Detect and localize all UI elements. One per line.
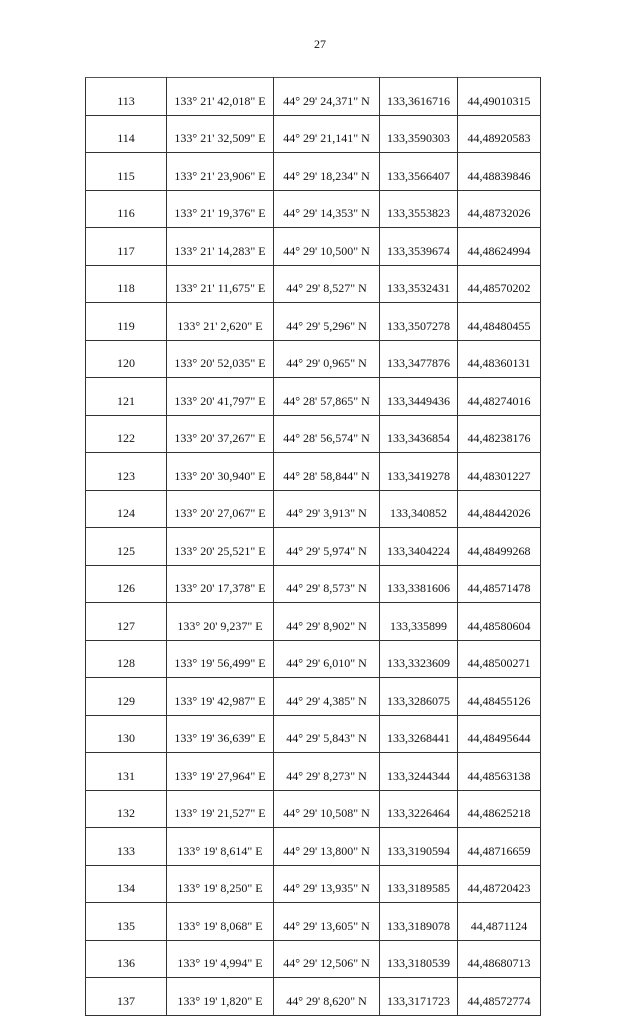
latitude-decimal-cell: 44,48563138	[458, 753, 541, 791]
longitude-decimal-cell: 133,3590303	[380, 115, 458, 153]
point-number-cell: 128	[86, 640, 167, 678]
latitude-dms-cell: 44° 29' 13,935" N	[274, 865, 380, 903]
latitude-decimal-cell: 44,48625218	[458, 790, 541, 828]
table-row	[86, 190, 541, 228]
latitude-dms-cell: 44° 28' 58,844" N	[274, 453, 380, 491]
latitude-dms-cell: 44° 29' 8,573" N	[274, 565, 380, 603]
table-row	[86, 415, 541, 453]
latitude-decimal-cell: 44,48732026	[458, 190, 541, 228]
latitude-decimal-cell: 44,48680713	[458, 940, 541, 978]
longitude-decimal-cell: 133,3507278	[380, 303, 458, 341]
point-number-cell: 113	[86, 78, 167, 116]
longitude-dms-cell: 133° 20' 25,521" E	[167, 528, 274, 566]
longitude-decimal-cell: 133,3566407	[380, 153, 458, 191]
longitude-decimal-cell: 133,3244344	[380, 753, 458, 791]
longitude-dms-cell: 133° 21' 42,018" E	[167, 78, 274, 116]
table-row	[86, 715, 541, 753]
point-number-cell: 114	[86, 115, 167, 153]
latitude-decimal-cell: 44,48480455	[458, 303, 541, 341]
longitude-dms-cell: 133° 21' 11,675" E	[167, 265, 274, 303]
longitude-dms-cell: 133° 19' 27,964" E	[167, 753, 274, 791]
table-row	[86, 790, 541, 828]
longitude-decimal-cell: 133,3616716	[380, 78, 458, 116]
longitude-dms-cell: 133° 21' 32,509" E	[167, 115, 274, 153]
longitude-decimal-cell: 133,3268441	[380, 715, 458, 753]
longitude-decimal-cell: 133,3539674	[380, 228, 458, 266]
latitude-dms-cell: 44° 29' 3,913" N	[274, 490, 380, 528]
latitude-decimal-cell: 44,48495644	[458, 715, 541, 753]
table-row	[86, 640, 541, 678]
longitude-decimal-cell: 133,3189078	[380, 903, 458, 941]
longitude-decimal-cell: 133,3477876	[380, 340, 458, 378]
longitude-dms-cell: 133° 20' 27,067" E	[167, 490, 274, 528]
latitude-decimal-cell: 44,48571478	[458, 565, 541, 603]
longitude-dms-cell: 133° 21' 23,906" E	[167, 153, 274, 191]
longitude-dms-cell: 133° 19' 8,068" E	[167, 903, 274, 941]
point-number-cell: 129	[86, 678, 167, 716]
longitude-dms-cell: 133° 20' 41,797" E	[167, 378, 274, 416]
latitude-decimal-cell: 44,48500271	[458, 640, 541, 678]
point-number-cell: 125	[86, 528, 167, 566]
longitude-dms-cell: 133° 19' 1,820" E	[167, 978, 274, 1016]
latitude-decimal-cell: 44,48360131	[458, 340, 541, 378]
latitude-dms-cell: 44° 28' 57,865" N	[274, 378, 380, 416]
latitude-decimal-cell: 44,48624994	[458, 228, 541, 266]
latitude-decimal-cell: 44,48839846	[458, 153, 541, 191]
point-number-cell: 115	[86, 153, 167, 191]
point-number-cell: 118	[86, 265, 167, 303]
latitude-dms-cell: 44° 29' 13,605" N	[274, 903, 380, 941]
longitude-decimal-cell: 133,3419278	[380, 453, 458, 491]
table-row	[86, 78, 541, 116]
point-number-cell: 120	[86, 340, 167, 378]
longitude-decimal-cell: 133,3553823	[380, 190, 458, 228]
point-number-cell: 132	[86, 790, 167, 828]
latitude-dms-cell: 44° 29' 0,965" N	[274, 340, 380, 378]
table-row	[86, 265, 541, 303]
point-number-cell: 119	[86, 303, 167, 341]
latitude-dms-cell: 44° 29' 14,353" N	[274, 190, 380, 228]
longitude-dms-cell: 133° 19' 8,250" E	[167, 865, 274, 903]
latitude-decimal-cell: 44,48720423	[458, 865, 541, 903]
point-number-cell: 126	[86, 565, 167, 603]
point-number-cell: 116	[86, 190, 167, 228]
table-row	[86, 940, 541, 978]
latitude-dms-cell: 44° 29' 10,508" N	[274, 790, 380, 828]
latitude-decimal-cell: 44,48238176	[458, 415, 541, 453]
latitude-dms-cell: 44° 29' 12,506" N	[274, 940, 380, 978]
point-number-cell: 133	[86, 828, 167, 866]
latitude-decimal-cell: 44,48274016	[458, 378, 541, 416]
longitude-dms-cell: 133° 19' 8,614" E	[167, 828, 274, 866]
longitude-dms-cell: 133° 19' 36,639" E	[167, 715, 274, 753]
longitude-dms-cell: 133° 20' 30,940" E	[167, 453, 274, 491]
point-number-cell: 131	[86, 753, 167, 791]
latitude-dms-cell: 44° 29' 10,500" N	[274, 228, 380, 266]
longitude-decimal-cell: 133,3436854	[380, 415, 458, 453]
latitude-dms-cell: 44° 29' 8,527" N	[274, 265, 380, 303]
table-row	[86, 753, 541, 791]
coordinates-table	[85, 77, 541, 1016]
point-number-cell: 123	[86, 453, 167, 491]
table-row	[86, 490, 541, 528]
latitude-dms-cell: 44° 29' 4,385" N	[274, 678, 380, 716]
table-row	[86, 378, 541, 416]
table-row	[86, 303, 541, 341]
longitude-dms-cell: 133° 20' 52,035" E	[167, 340, 274, 378]
longitude-decimal-cell: 133,3180539	[380, 940, 458, 978]
longitude-dms-cell: 133° 21' 19,376" E	[167, 190, 274, 228]
latitude-decimal-cell: 44,48572774	[458, 978, 541, 1016]
latitude-dms-cell: 44° 29' 18,234" N	[274, 153, 380, 191]
longitude-dms-cell: 133° 20' 17,378" E	[167, 565, 274, 603]
point-number-cell: 124	[86, 490, 167, 528]
latitude-decimal-cell: 44,49010315	[458, 78, 541, 116]
point-number-cell: 122	[86, 415, 167, 453]
table-row	[86, 603, 541, 641]
latitude-decimal-cell: 44,48499268	[458, 528, 541, 566]
longitude-decimal-cell: 133,335899	[380, 603, 458, 641]
latitude-decimal-cell: 44,48920583	[458, 115, 541, 153]
latitude-decimal-cell: 44,48455126	[458, 678, 541, 716]
point-number-cell: 137	[86, 978, 167, 1016]
table-row	[86, 678, 541, 716]
point-number-cell: 117	[86, 228, 167, 266]
longitude-dms-cell: 133° 20' 9,237" E	[167, 603, 274, 641]
latitude-decimal-cell: 44,48570202	[458, 265, 541, 303]
longitude-decimal-cell: 133,3286075	[380, 678, 458, 716]
latitude-decimal-cell: 44,48442026	[458, 490, 541, 528]
longitude-dms-cell: 133° 19' 21,527" E	[167, 790, 274, 828]
latitude-dms-cell: 44° 29' 24,371" N	[274, 78, 380, 116]
longitude-dms-cell: 133° 19' 56,499" E	[167, 640, 274, 678]
longitude-dms-cell: 133° 21' 2,620" E	[167, 303, 274, 341]
latitude-dms-cell: 44° 29' 5,843" N	[274, 715, 380, 753]
table-row	[86, 153, 541, 191]
latitude-dms-cell: 44° 29' 8,273" N	[274, 753, 380, 791]
latitude-decimal-cell: 44,4871124	[458, 903, 541, 941]
table-row	[86, 453, 541, 491]
point-number-cell: 134	[86, 865, 167, 903]
latitude-dms-cell: 44° 29' 21,141" N	[274, 115, 380, 153]
point-number-cell: 121	[86, 378, 167, 416]
latitude-decimal-cell: 44,48580604	[458, 603, 541, 641]
latitude-decimal-cell: 44,48301227	[458, 453, 541, 491]
table-row	[86, 340, 541, 378]
point-number-cell: 127	[86, 603, 167, 641]
latitude-dms-cell: 44° 29' 8,620" N	[274, 978, 380, 1016]
table-row	[86, 565, 541, 603]
table-row	[86, 865, 541, 903]
longitude-decimal-cell: 133,3226464	[380, 790, 458, 828]
longitude-dms-cell: 133° 19' 42,987" E	[167, 678, 274, 716]
longitude-decimal-cell: 133,3189585	[380, 865, 458, 903]
longitude-decimal-cell: 133,3532431	[380, 265, 458, 303]
longitude-decimal-cell: 133,3171723	[380, 978, 458, 1016]
latitude-dms-cell: 44° 29' 5,974" N	[274, 528, 380, 566]
table-row	[86, 903, 541, 941]
longitude-decimal-cell: 133,340852	[380, 490, 458, 528]
longitude-dms-cell: 133° 21' 14,283" E	[167, 228, 274, 266]
table-row	[86, 228, 541, 266]
table-row	[86, 115, 541, 153]
latitude-dms-cell: 44° 29' 8,902" N	[274, 603, 380, 641]
latitude-dms-cell: 44° 28' 56,574" N	[274, 415, 380, 453]
table-row	[86, 528, 541, 566]
table-row	[86, 978, 541, 1016]
longitude-decimal-cell: 133,3404224	[380, 528, 458, 566]
latitude-dms-cell: 44° 29' 5,296" N	[274, 303, 380, 341]
longitude-dms-cell: 133° 19' 4,994" E	[167, 940, 274, 978]
latitude-decimal-cell: 44,48716659	[458, 828, 541, 866]
point-number-cell: 135	[86, 903, 167, 941]
latitude-dms-cell: 44° 29' 6,010" N	[274, 640, 380, 678]
page-number: 27	[314, 37, 326, 51]
table-row	[86, 828, 541, 866]
longitude-decimal-cell: 133,3449436	[380, 378, 458, 416]
longitude-dms-cell: 133° 20' 37,267" E	[167, 415, 274, 453]
longitude-decimal-cell: 133,3190594	[380, 828, 458, 866]
longitude-decimal-cell: 133,3381606	[380, 565, 458, 603]
latitude-dms-cell: 44° 29' 13,800" N	[274, 828, 380, 866]
point-number-cell: 130	[86, 715, 167, 753]
longitude-decimal-cell: 133,3323609	[380, 640, 458, 678]
point-number-cell: 136	[86, 940, 167, 978]
